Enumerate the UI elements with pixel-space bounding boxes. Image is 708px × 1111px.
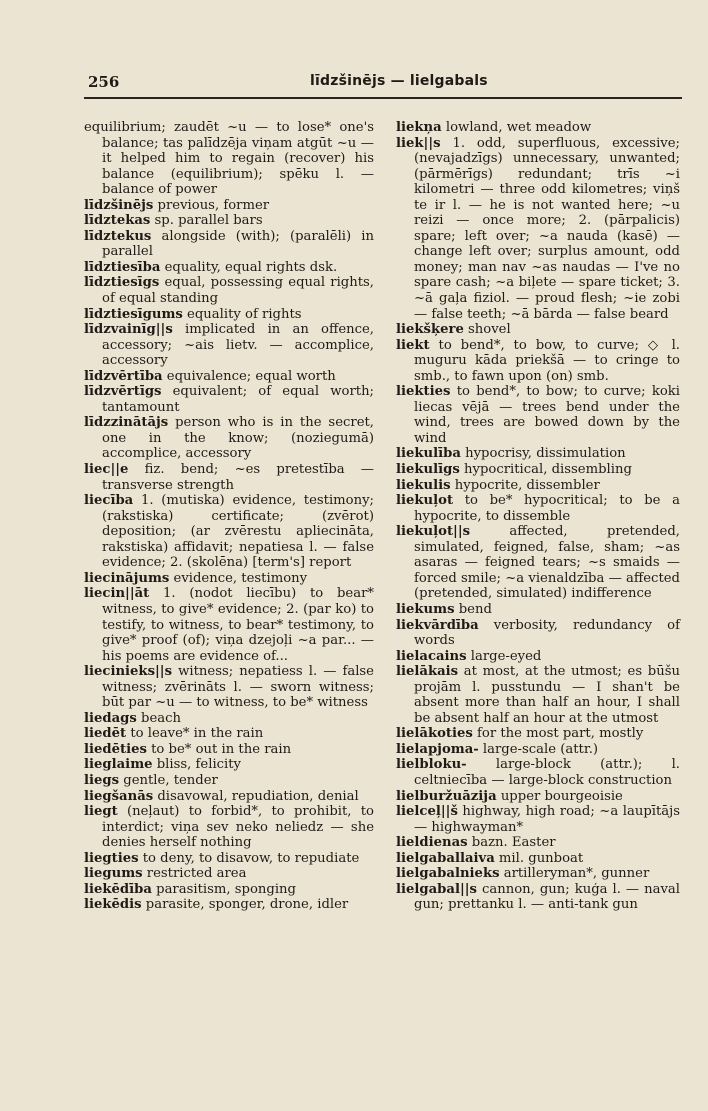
dictionary-entry xyxy=(84,229,374,260)
entry-headword: liecinājums xyxy=(84,570,170,586)
entry-definition: beach xyxy=(136,710,182,726)
entry-definition: equilibrium; zaudēt ~u — to lose* one's balance; tas palīdzēja viņam atgūt ~u — it helped him to regain (recover) his balance (equilibrium); spēku l. — balance of power xyxy=(84,120,374,198)
entry-definition: (neļaut) to forbid*, to prohibit, to interdict; viņa sev neko neliedz — she denies herself nothing xyxy=(102,804,374,851)
dictionary-entry xyxy=(84,897,374,913)
entry-headword: lieldienas xyxy=(396,835,468,851)
entry-headword: liecinieks||s xyxy=(84,664,173,680)
entry-definition: to be* hypocritical; to be a hypocrite, to dissemble xyxy=(414,493,680,524)
entry-definition: 1. (nodot liecību) to bear* witness, to give* evidence; 2. (par ko) to testify, to witness, to bear* testimony, to give* proof (of); viņa dzejoļi ~a par... — his poems are evidence of... xyxy=(102,586,374,664)
page-header xyxy=(84,71,682,99)
dictionary-entry xyxy=(396,726,680,742)
dictionary-entry xyxy=(396,618,680,649)
entry-headword: liekšķere xyxy=(396,322,464,338)
entry-definition: cannon, gun; kuģa l. — naval gun; prettanku l. — anti-tank gun xyxy=(414,881,680,913)
entry-definition: evidence, testimony xyxy=(169,570,308,586)
dictionary-entry xyxy=(396,804,680,835)
dictionary-entry xyxy=(396,835,680,851)
entry-headword: liedēties xyxy=(84,741,147,757)
dictionary-entry xyxy=(84,462,374,493)
entry-headword: līdztiesība xyxy=(84,259,161,275)
dictionary-entry xyxy=(396,136,680,323)
dictionary-entry xyxy=(84,571,374,587)
dictionary-entry xyxy=(396,462,680,478)
dictionary-entry xyxy=(84,275,374,306)
entry-definition: large-scale (attr.) xyxy=(478,741,599,757)
dictionary-entry xyxy=(396,493,680,524)
entry-definition: 1. odd, superfluous, excessive; (nevajadzīgs) unnecessary, unwanted; (pārmērīgs) redundant; trīs ~i kilometri — three odd kilometres; viņš te ir l. — he is not wanted here; ~u reizi — once more; 2. (pārpalicis) spare; left over; ~a nauda (kasē) — change left over; surplus amount, odd money; man nav ~as naudas — I've no spare cash; ~a biļete — spare ticket; 3. ~ā gaļa fiziol. — proud flesh; ~ie zobi — false teeth; ~ā bārda — false beard xyxy=(414,135,680,322)
entry-headword: lielbloku- xyxy=(396,757,467,773)
dictionary-entry xyxy=(84,260,374,276)
entry-headword: liegs xyxy=(84,772,120,788)
dictionary-entry xyxy=(84,307,374,323)
entry-headword: lielapjoma- xyxy=(396,741,479,757)
entry-definition: large-eyed xyxy=(466,648,542,664)
entry-definition: equivalence; equal worth xyxy=(162,368,336,384)
dictionary-entry xyxy=(396,524,680,602)
entry-headword: liegties xyxy=(84,850,139,866)
entry-definition: shovel xyxy=(463,322,511,338)
entry-headword: līdzzinātājs xyxy=(84,415,169,431)
entry-headword: liegšanās xyxy=(84,788,154,804)
entry-headword: līdzšinējs xyxy=(84,197,154,213)
entry-headword: lielgabalnieks xyxy=(396,866,500,882)
entry-definition: hypocritical, dissembling xyxy=(459,462,632,478)
entry-definition: previous, former xyxy=(153,197,270,213)
entry-headword: lielacains xyxy=(396,648,467,664)
dictionary-entry xyxy=(84,726,374,742)
entry-definition: bend xyxy=(454,601,492,617)
entry-headword: lielākoties xyxy=(396,726,473,742)
entry-headword: liekēdība xyxy=(84,881,152,897)
entry-definition: bazn. Easter xyxy=(467,835,556,851)
dictionary-entry xyxy=(396,789,680,805)
entry-headword: lielceļ||š xyxy=(396,804,458,820)
left-column xyxy=(84,120,374,913)
entry-headword: līdztiesīgs xyxy=(84,275,160,291)
entry-definition: parasite, sponger, drone, idler xyxy=(141,897,349,913)
entry-headword: liecība xyxy=(84,493,134,509)
entry-headword: liekvārdība xyxy=(396,617,479,633)
entry-definition: lowland, wet meadow xyxy=(441,120,592,135)
entry-headword: līdzvērtība xyxy=(84,368,163,384)
entry-headword: liekuļot||s xyxy=(396,524,471,540)
dictionary-entry xyxy=(396,882,680,913)
dictionary-entry xyxy=(84,882,374,898)
dictionary-entry xyxy=(396,478,680,494)
entry-definition: hypocrisy, dissimulation xyxy=(460,446,626,462)
dictionary-entry xyxy=(84,384,374,415)
entry-definition: gentle, tender xyxy=(119,772,218,788)
dictionary-entry xyxy=(84,493,374,571)
entry-headword: līdztekas xyxy=(84,213,151,229)
entry-definition: to bend*, to bow, to curve; ◇ l. muguru kāda priekšā — to cringe to smb., to fawn upon (on) smb. xyxy=(414,337,680,384)
dictionary-entry xyxy=(396,742,680,758)
dictionary-entry xyxy=(84,322,374,369)
entry-definition: large-block (attr.); l. celtniecība — large-block construction xyxy=(414,757,680,788)
entry-definition: equality of rights xyxy=(182,306,302,322)
entry-headword: līdzvērtīgs xyxy=(84,384,162,400)
dictionary-entry xyxy=(84,866,374,882)
entry-headword: liedēt xyxy=(84,726,127,742)
dictionary-entry xyxy=(84,757,374,773)
entry-headword: lielgaballaiva xyxy=(396,850,495,866)
dictionary-entry xyxy=(396,866,680,882)
entry-headword: lielburžuāzija xyxy=(396,788,497,804)
entry-definition: to bend*, to bow; to curve; koki liecas vējā — trees bend under the wind, trees are bowed down by the wind xyxy=(414,384,680,446)
entry-definition: disavowal, repudiation, denial xyxy=(153,788,359,804)
entry-headword: liekuļot xyxy=(396,493,454,509)
dictionary-entry xyxy=(396,120,680,136)
entry-headword: liekulis xyxy=(396,477,451,493)
dictionary-entry xyxy=(396,446,680,462)
dictionary-entry xyxy=(84,198,374,214)
dictionary-entry xyxy=(84,415,374,462)
page-number: 256 xyxy=(88,73,120,91)
dictionary-entry xyxy=(396,322,680,338)
dictionary-entry xyxy=(84,804,374,851)
dictionary-entry xyxy=(396,384,680,446)
dictionary-entry xyxy=(84,773,374,789)
entry-headword: liekt xyxy=(396,337,430,353)
entry-headword: līdztiesīgums xyxy=(84,306,183,322)
dictionary-entry xyxy=(396,649,680,665)
entry-definition: equality, equal rights dsk. xyxy=(160,259,338,275)
entry-definition: bliss, felicity xyxy=(152,757,242,773)
entry-definition: to deny, to disavow, to repudiate xyxy=(138,850,360,866)
entry-headword: liecin||āt xyxy=(84,586,150,602)
entry-headword: liek||s xyxy=(396,135,441,151)
entry-definition: equal, possessing equal rights, of equal standing xyxy=(102,275,374,307)
running-head: līdzšinējs — lielgabals xyxy=(310,73,488,89)
entry-headword: lieglaime xyxy=(84,757,153,773)
dictionary-entry xyxy=(84,851,374,867)
dictionary-entry xyxy=(396,851,680,867)
dictionary-entry xyxy=(84,711,374,727)
dictionary-entry xyxy=(396,757,680,788)
entry-definition: witness; nepatiess l. — false witness; zvērināts l. — sworn witness; būt par ~u — to witness, to be* witness xyxy=(102,664,374,711)
entry-definition: parasitism, sponging xyxy=(151,881,296,897)
dictionary-entry xyxy=(84,742,374,758)
entry-headword: lielgabal||s xyxy=(396,881,477,897)
entry-definition: fiz. bend; ~es pretestība — transverse strength xyxy=(102,462,374,493)
entry-headword: liedags xyxy=(84,710,137,726)
entry-headword: līdzvainīg||s xyxy=(84,322,173,338)
entry-headword: liekties xyxy=(396,384,451,400)
dictionary-entry xyxy=(84,369,374,385)
dictionary-entry xyxy=(84,120,374,198)
entry-definition: at most, at the utmost; es būšu projām l. pusstundu — I shan't be absent more than half an hour, I shall be absent half an hour at the utmost xyxy=(414,664,680,726)
entry-definition: upper bourgeoisie xyxy=(496,788,623,804)
entry-headword: līdztekus xyxy=(84,228,152,244)
entry-definition: to be* out in the rain xyxy=(146,741,292,757)
dictionary-entry xyxy=(84,664,374,711)
entry-definition: alongside (with); (paralēli) in parallel xyxy=(102,228,374,260)
entry-headword: liekums xyxy=(396,601,455,617)
entry-definition: verbosity, redundancy of words xyxy=(414,617,680,649)
dictionary-entry xyxy=(396,664,680,726)
entry-definition: equivalent; of equal worth; tantamount xyxy=(102,384,374,415)
entry-definition: mil. gunboat xyxy=(494,850,584,866)
entry-headword: liegt xyxy=(84,804,118,820)
entry-definition: person who is in the secret, one in the know; (noziegumā) accomplice, accessory xyxy=(102,415,374,462)
entry-headword: lielākais xyxy=(396,664,459,680)
entry-headword: liekulīgs xyxy=(396,462,460,478)
dictionary-entry xyxy=(84,789,374,805)
entry-definition: restricted area xyxy=(142,866,247,882)
entry-headword: liekņa xyxy=(396,120,442,135)
entry-definition: highway, high road; ~a laupītājs — highwayman* xyxy=(414,804,680,835)
dictionary-entry xyxy=(84,586,374,664)
dictionary-entry xyxy=(396,338,680,385)
dictionary-entry xyxy=(396,602,680,618)
entry-headword: liegums xyxy=(84,866,143,882)
entry-headword: liekēdis xyxy=(84,897,142,913)
entry-definition: affected, pretended, simulated, feigned, false, sham; ~as asaras — feigned tears; ~s smaids — forced smile; ~a vienaldzība — affected (pretended, simulated) indifference xyxy=(414,524,680,602)
entry-definition: hypocrite, dissembler xyxy=(450,477,600,493)
entry-definition: artilleryman*, gunner xyxy=(499,866,650,882)
entry-definition: 1. (mutiska) evidence, testimony; (rakstiska) certificate; (zvērot) deposition; (ar zvērestu apliecināta, rakstiska) affidavit; nepatiesa l. — false evidence; 2. (skolēna) [term's] report xyxy=(102,493,374,571)
entry-definition: for the most part, mostly xyxy=(472,726,644,742)
entry-headword: liekulība xyxy=(396,446,461,462)
entry-headword: liec||e xyxy=(84,462,129,478)
right-column xyxy=(396,120,680,913)
entry-definition: sp. parallel bars xyxy=(150,213,263,229)
entry-definition: to leave* in the rain xyxy=(126,726,264,742)
dictionary-entry xyxy=(84,213,374,229)
entry-definition: implicated in an offence, accessory; ~ais lietv. — accomplice, accessory xyxy=(102,322,374,369)
